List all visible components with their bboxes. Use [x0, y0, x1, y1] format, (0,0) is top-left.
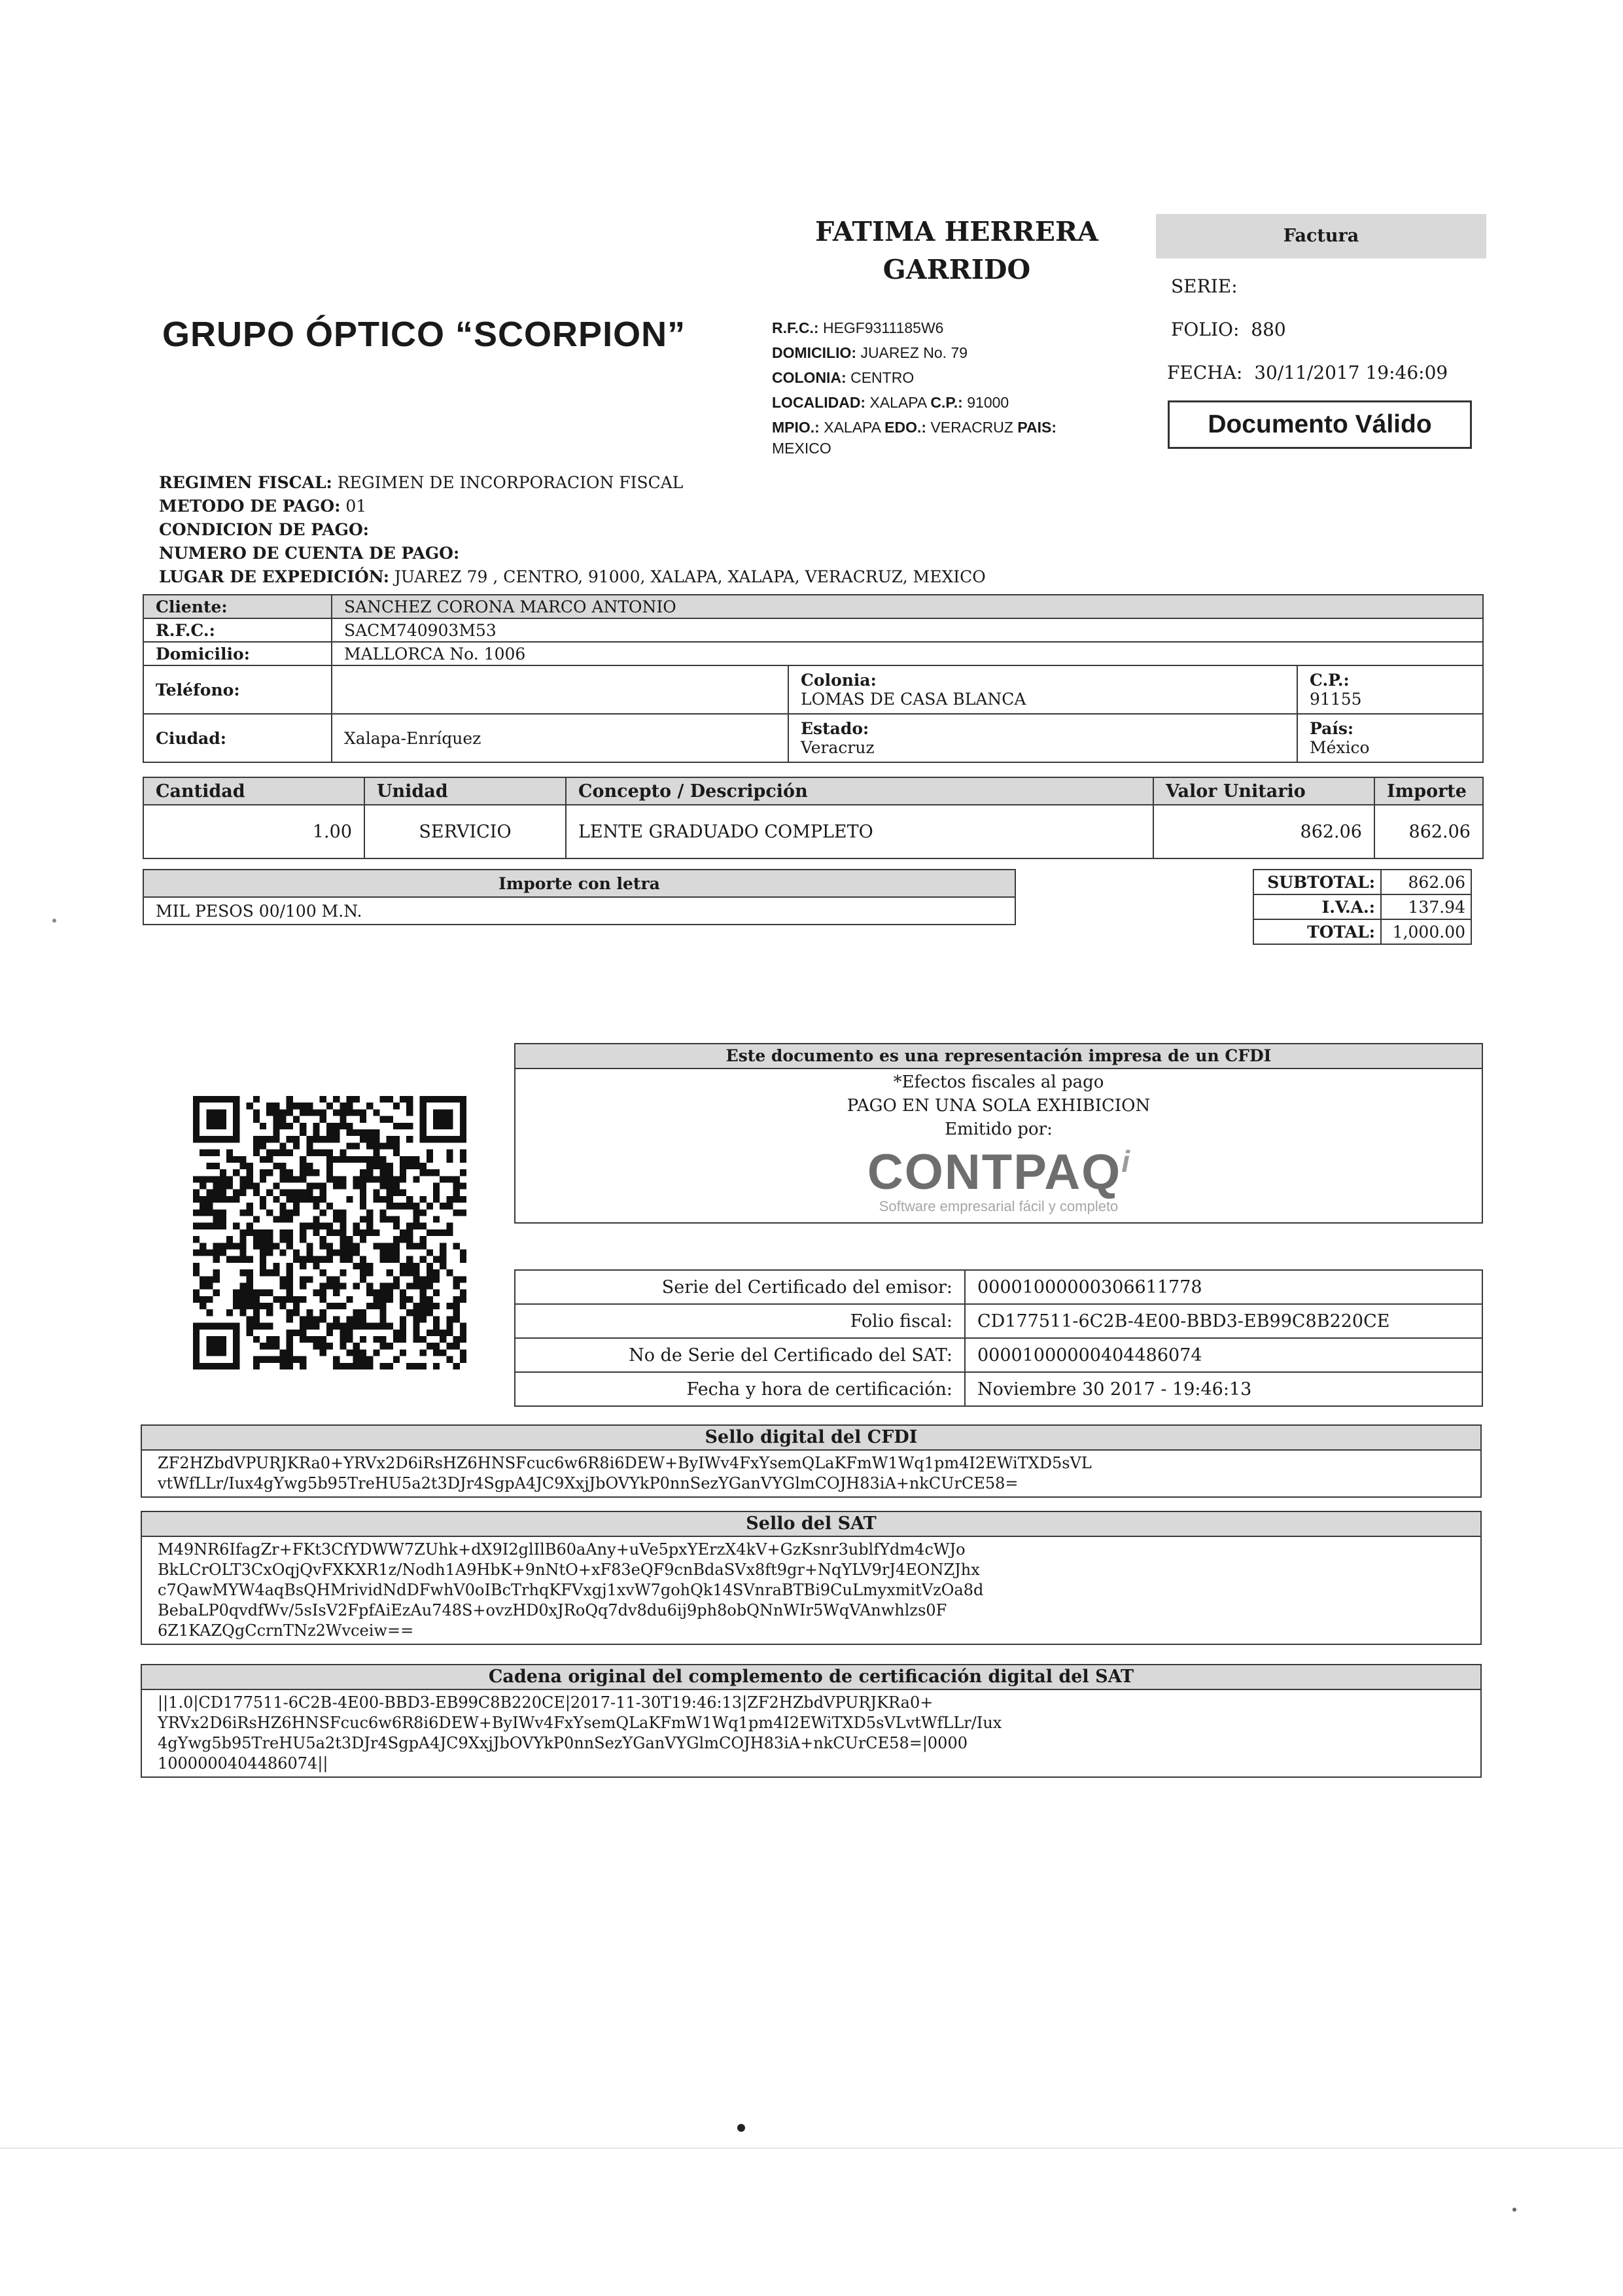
contpaq-logo-word: CONTPAQ [867, 1144, 1122, 1200]
amount-words-label: Importe con letra [143, 870, 1015, 897]
client-colonia-label: Colonia: [801, 671, 877, 690]
sello-cfdi-box [141, 1424, 1482, 1498]
issuer-edo: VERACRUZ [930, 419, 1013, 436]
col-valor-unitario: Valor Unitario [1153, 777, 1374, 805]
row-valor: 862.06 [1153, 805, 1374, 858]
iva-value: 137.94 [1381, 894, 1471, 919]
row-importe: 862.06 [1374, 805, 1483, 858]
issuer-colonia-label: COLONIA: [772, 369, 846, 386]
scan-speck [737, 2124, 745, 2132]
totals-table [1253, 869, 1472, 945]
ciudad-value: Xalapa-Enríquez [332, 714, 788, 762]
regimen-label: REGIMEN FISCAL: [159, 473, 332, 492]
sello-sat-value: M49NR6IfagZr+FKt3CfYDWW7ZUhk+dX9I2glIlB60aAny+uVe5pxYErzX4kV+GzKsnr3ublfYdm4cWJo BkLCrOLT3CxOqjQvFXKXR1z/Nodh1A9HbK+9nNtO+xF83eQF9cnBdaSVx8ft9gr+NqYLV9rJ4EONZJhx c7QawMYW4aqBsQHMrividNdDFwhV0oIBcTrhqKFVxgj1xvW7gohQk14SVnraBTBi9CuLmyxmitVzOa8d BebaLP0qvdfWv/5sIsV2FpfAiEzAu748S+ovzHD0xJRoQq7dv8du6ij9ph8obQNnWIr5WqVAnwhlzs0F 6Z1KAZQgCcrnTNz2Wvceiw== [158, 1540, 984, 1640]
cert-serie-emisor-label: Serie del Certificado del emisor: [515, 1270, 965, 1304]
issuer-info [772, 315, 1125, 461]
table-row [515, 1338, 1482, 1372]
cert-serie-sat-value: 00001000000404486074 [965, 1338, 1482, 1372]
row-cantidad: 1.00 [143, 805, 364, 858]
client-pais-cell [1297, 714, 1483, 762]
client-cp-value: 91155 [1310, 690, 1362, 709]
client-domicilio-value: MALLORCA No. 1006 [332, 642, 1483, 665]
amount-words-value: MIL PESOS 00/100 M.N. [143, 897, 1015, 925]
issuer-pais-label: PAIS: [1017, 419, 1056, 436]
issuer-name-line1: FATIMA HERRERA [815, 216, 1098, 247]
cadena-original-title: Cadena original del complemento de certificación digital del SAT [142, 1665, 1480, 1690]
row-unidad: SERVICIO [364, 805, 566, 858]
cert-folio-fiscal-value: CD177511-6C2B-4E00-BBD3-EB99C8B220CE [965, 1304, 1482, 1338]
ciudad-label: Ciudad: [143, 714, 332, 762]
cert-folio-fiscal-label: Folio fiscal: [515, 1304, 965, 1338]
client-table [143, 594, 1484, 763]
issuer-rfc: HEGF9311185W6 [822, 319, 944, 336]
client-estado-label: Estado: [801, 719, 869, 738]
cert-fecha-label: Fecha y hora de certificación: [515, 1372, 965, 1406]
qr-code-icon [193, 1096, 466, 1369]
issuer-cp: 91000 [967, 394, 1009, 411]
issuer-domicilio: JUAREZ No. 79 [860, 344, 968, 361]
telefono-label: Teléfono: [143, 665, 332, 714]
issuer-localidad: XALAPA [869, 394, 927, 411]
issuer-name-line2: GARRIDO [882, 254, 1031, 285]
serie-label: SERIE: [1171, 275, 1238, 297]
lugar-label: LUGAR DE EXPEDICIÓN: [159, 567, 389, 586]
issuer-rfc-label: R.F.C.: [772, 319, 819, 336]
client-rfc-label: R.F.C.: [143, 618, 332, 642]
cfdi-line3: Emitido por: [945, 1120, 1053, 1139]
subtotal-value: 862.06 [1381, 870, 1471, 894]
issuer-mpio: XALAPA [824, 419, 881, 436]
client-pais-label: País: [1310, 719, 1354, 738]
client-cp-cell [1297, 665, 1483, 714]
col-cantidad: Cantidad [143, 777, 364, 805]
fiscal-info [159, 471, 986, 589]
col-concepto: Concepto / Descripción [566, 777, 1153, 805]
fecha-label: FECHA: [1167, 362, 1243, 383]
iva-label: I.V.A.: [1253, 894, 1381, 919]
condicion-label: CONDICION DE PAGO: [159, 520, 369, 539]
client-colonia-value: LOMAS DE CASA BLANCA [801, 690, 1026, 709]
amount-words-box [143, 869, 1016, 925]
folio-label: FOLIO: [1171, 319, 1240, 340]
issuer-cp-label: C.P.: [930, 394, 963, 411]
cuenta-label: NUMERO DE CUENTA DE PAGO: [159, 544, 460, 563]
cfdi-line2: PAGO EN UNA SOLA EXHIBICION [846, 1096, 1151, 1116]
issuer-domicilio-label: DOMICILIO: [772, 344, 857, 361]
issuer-localidad-label: LOCALIDAD: [772, 394, 866, 411]
fecha-value: 30/11/2017 19:46:09 [1254, 362, 1448, 383]
folio-value: 880 [1251, 319, 1286, 340]
sello-sat-box [141, 1511, 1482, 1645]
sello-sat-title: Sello del SAT [142, 1512, 1480, 1537]
cfdi-line1: *Efectos fiscales al pago [893, 1072, 1104, 1092]
invoice-fields [1167, 265, 1448, 395]
scan-speck [52, 919, 56, 923]
metodo-value: 01 [345, 497, 367, 516]
contpaq-logo-i: i [1121, 1144, 1130, 1178]
subtotal-label: SUBTOTAL: [1253, 870, 1381, 894]
col-unidad: Unidad [364, 777, 566, 805]
certificate-table [514, 1269, 1483, 1407]
total-label: TOTAL: [1253, 919, 1381, 944]
client-domicilio-label: Domicilio: [143, 642, 332, 665]
table-row [515, 1270, 1482, 1304]
telefono-value [332, 665, 788, 714]
items-table [143, 777, 1484, 859]
cfdi-box [514, 1043, 1483, 1224]
table-row [515, 1372, 1482, 1406]
row-concepto: LENTE GRADUADO COMPLETO [566, 805, 1153, 858]
col-importe: Importe [1374, 777, 1483, 805]
contpaq-logo [515, 1144, 1482, 1215]
table-row [143, 805, 1483, 858]
cert-serie-emisor-value: 00001000000306611778 [965, 1270, 1482, 1304]
issuer-pais: MEXICO [772, 440, 831, 457]
issuer-colonia: CENTRO [850, 369, 915, 386]
cfdi-title: Este documento es una representación impresa de un CFDI [515, 1044, 1482, 1069]
client-estado-value: Veracruz [801, 738, 875, 757]
cadena-original-value: ||1.0|CD177511-6C2B-4E00-BBD3-EB99C8B220CE|2017-11-30T19:46:13|ZF2HZbdVPURJKRa0+ YRVx2D6iRsHZ6HNSFcuc6w6R8i6DEW+ByIWv4FxYsemQLaKFmW1Wq1pm4I2EWiTXD5sVLvtWfLLr/Iux 4gYwg5b95TreHU5a2t3DJr4SgpA4JC9XxjJbOVYkP0nnSezYGanVYGlmCOJH83iA+nkCUrCE58=|0000 1000000404486074|| [158, 1693, 1002, 1773]
scan-edge-line [0, 2147, 1623, 2149]
cert-serie-sat-label: No de Serie del Certificado del SAT: [515, 1338, 965, 1372]
cert-fecha-value: Noviembre 30 2017 - 19:46:13 [965, 1372, 1482, 1406]
company-name: GRUPO ÓPTICO “SCORPION” [162, 315, 686, 354]
lugar-value: JUAREZ 79 , CENTRO, 91000, XALAPA, XALAPA, VERACRUZ, MEXICO [394, 567, 986, 586]
cadena-original-box [141, 1664, 1482, 1778]
cliente-label: Cliente: [143, 595, 332, 618]
doc-type-header: Factura [1156, 214, 1486, 258]
metodo-label: METODO DE PAGO: [159, 497, 341, 516]
client-pais-value: México [1310, 738, 1370, 757]
total-value: 1,000.00 [1381, 919, 1471, 944]
client-cp-label: C.P.: [1310, 671, 1350, 690]
issuer-name [765, 213, 1148, 289]
sello-cfdi-value: ZF2HZbdVPURJKRa0+YRVx2D6iRsHZ6HNSFcuc6w6R8i6DEW+ByIWv4FxYsemQLaKFmW1Wq1pm4I2EWiTXD5sVL vtWfLLr/Iux4gYwg5b95TreHU5a2t3DJr4SgpA4JC9XxjJbOVYkP0nnSezYGanVYGlmCOJH83iA+nkCUrCE58= [158, 1454, 1092, 1492]
issuer-edo-label: EDO.: [884, 419, 927, 436]
client-rfc-value: SACM740903M53 [332, 618, 1483, 642]
status-badge: Documento Válido [1168, 400, 1472, 449]
issuer-mpio-label: MPIO.: [772, 419, 820, 436]
client-colonia-cell [788, 665, 1297, 714]
table-row [515, 1304, 1482, 1338]
client-estado-cell [788, 714, 1297, 762]
scan-speck [1512, 2208, 1516, 2212]
contpaq-tagline: Software empresarial fácil y completo [879, 1198, 1119, 1214]
sello-cfdi-title: Sello digital del CFDI [142, 1426, 1480, 1451]
regimen-value: REGIMEN DE INCORPORACION FISCAL [337, 473, 684, 492]
cliente-value: SANCHEZ CORONA MARCO ANTONIO [332, 595, 1483, 618]
